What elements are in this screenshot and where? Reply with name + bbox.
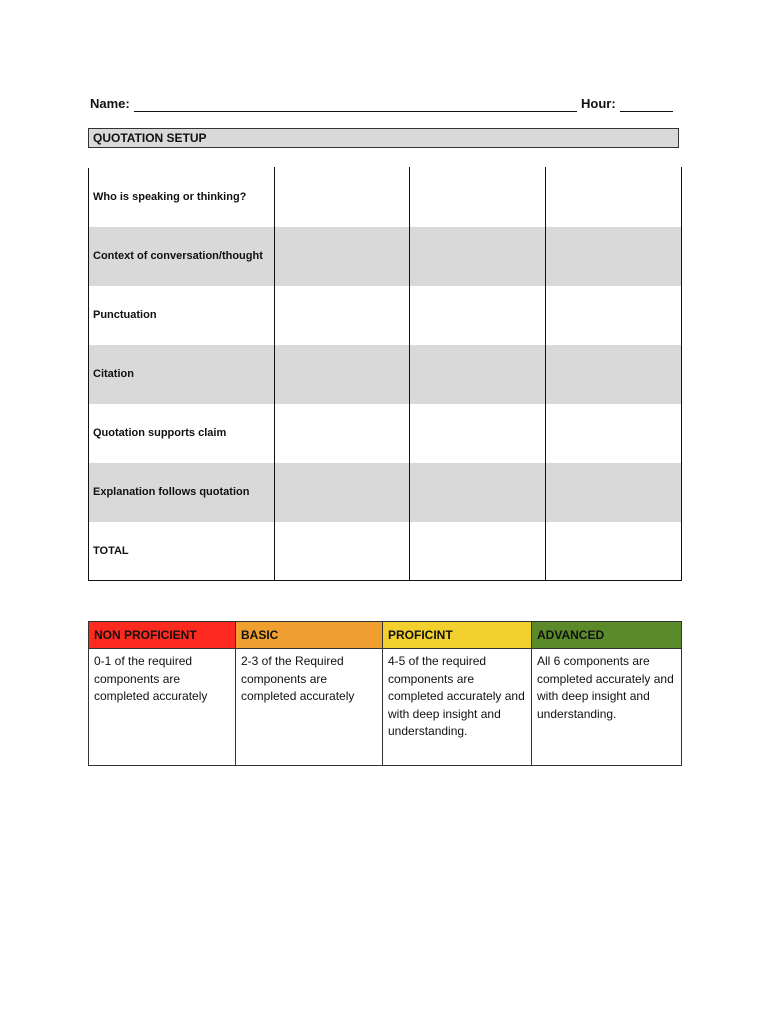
hour-field[interactable] xyxy=(620,111,673,112)
table-row xyxy=(89,168,682,227)
score-cell[interactable] xyxy=(546,168,682,227)
table-row xyxy=(89,404,682,463)
table-row xyxy=(89,522,682,581)
score-cell[interactable] xyxy=(410,463,546,522)
level-description: All 6 components are completed accurately and with deep insight and understanding. xyxy=(532,649,682,766)
score-cell[interactable] xyxy=(546,463,682,522)
name-hour-line xyxy=(90,94,680,114)
score-cell[interactable] xyxy=(275,168,410,227)
table-row xyxy=(89,227,682,286)
score-cell[interactable] xyxy=(410,345,546,404)
name-field[interactable] xyxy=(134,111,577,112)
score-cell[interactable] xyxy=(275,227,410,286)
name-label: Name: xyxy=(90,96,130,111)
section-title: QUOTATION SETUP xyxy=(88,128,679,148)
criterion-label: Punctuation xyxy=(89,286,275,345)
total-cell[interactable] xyxy=(275,522,410,581)
proficiency-rubric xyxy=(88,621,682,766)
level-proficient: PROFICINT xyxy=(383,622,532,649)
total-label: TOTAL xyxy=(89,522,275,581)
score-cell[interactable] xyxy=(546,345,682,404)
score-cell[interactable] xyxy=(546,227,682,286)
table-row xyxy=(89,345,682,404)
score-cell[interactable] xyxy=(275,404,410,463)
rubric-description-row xyxy=(89,649,682,766)
score-cell[interactable] xyxy=(275,286,410,345)
score-cell[interactable] xyxy=(275,463,410,522)
rubric-header-row xyxy=(89,622,682,649)
criterion-label: Citation xyxy=(89,345,275,404)
table-row xyxy=(89,286,682,345)
criteria-table xyxy=(88,167,682,581)
score-cell[interactable] xyxy=(410,227,546,286)
criterion-label: Explanation follows quotation xyxy=(89,463,275,522)
criterion-label: Context of conversation/thought xyxy=(89,227,275,286)
level-description: 4-5 of the required components are completed accurately and with deep insight and understanding. xyxy=(383,649,532,766)
level-description: 0-1 of the required components are completed accurately xyxy=(89,649,236,766)
score-cell[interactable] xyxy=(410,168,546,227)
criterion-label: Quotation supports claim xyxy=(89,404,275,463)
score-cell[interactable] xyxy=(410,286,546,345)
total-cell[interactable] xyxy=(410,522,546,581)
level-basic: BASIC xyxy=(236,622,383,649)
level-non-proficient: NON PROFICIENT xyxy=(89,622,236,649)
hour-label: Hour: xyxy=(581,96,616,111)
score-cell[interactable] xyxy=(546,286,682,345)
criterion-label: Who is speaking or thinking? xyxy=(89,168,275,227)
score-cell[interactable] xyxy=(546,404,682,463)
level-description: 2-3 of the Required components are completed accurately xyxy=(236,649,383,766)
total-cell[interactable] xyxy=(546,522,682,581)
table-row xyxy=(89,463,682,522)
score-cell[interactable] xyxy=(275,345,410,404)
level-advanced: ADVANCED xyxy=(532,622,682,649)
score-cell[interactable] xyxy=(410,404,546,463)
